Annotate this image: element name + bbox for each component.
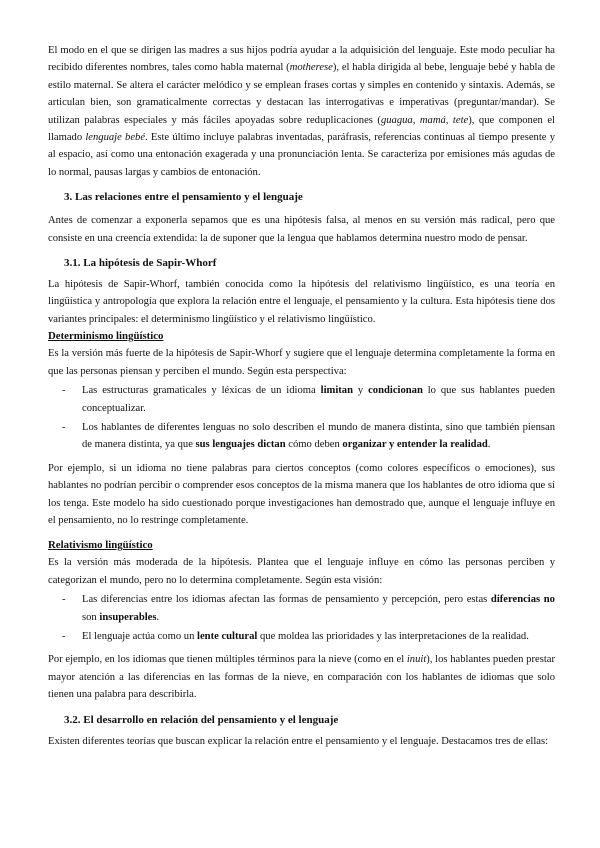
list-item: - Las estructuras gramaticales y léxicas de un idioma limitan y condicionan lo que sus hablantes pueden conceptualizar. — [48, 382, 555, 417]
list-item: - Las diferencias entre los idiomas afectan las formas de pensamiento y percepción, pero estas diferencias no son insuperables. — [48, 591, 555, 626]
paragraph-determinismo-example: Por ejemplo, si un idioma no tiene palabras para ciertos conceptos (como colores específicos o emociones), sus hablantes no podrían percibir o comprender esos conceptos de la misma manera que los hablantes de otro idioma que sí los tenga. Este modelo ha sido cuestionado porque investigaciones han demostrado que, aunque el lenguaje influye en el pensamiento, no lo restringe completamente. — [48, 462, 555, 526]
list-item: - El lenguaje actúa como un lente cultural que moldea las prioridades y las interpretaciones de la realidad. — [48, 628, 555, 645]
list-determinismo — [48, 382, 555, 454]
section-heading-3-2: 3.2. El desarrollo en relación del pensamiento y el lenguaje — [64, 713, 339, 726]
paragraph-sapir-whorf: La hipótesis de Sapir-Whorf, también conocida como la hipótesis del relativismo lingüístico, es una teoría en lingüística y antropología que explora la relación entre el lenguaje, el pensamiento y la cultura. Esta hipótesis tiene dos variantes principales: el determinismo lingüístico y el relativismo lingüístico. — [48, 279, 555, 325]
section-heading-3-1: 3.1. La hipótesis de Sapir-Whorf — [64, 257, 217, 270]
paragraph-theories: Existen diferentes teorías que buscan explicar la relación entre el pensamiento y el lenguaje. Destacamos tres de ellas: — [48, 735, 549, 747]
list-relativismo — [48, 591, 555, 645]
subheading-relativismo: Relativismo lingüístico — [48, 539, 153, 552]
paragraph-relativismo-intro: Es la versión más moderada de la hipótesis. Plantea que el lenguaje influye en cómo las personas perciben y categorizan el mundo, pero no lo determina completamente. Según esta visión: — [48, 557, 555, 586]
paragraph-relativismo-example: Por ejemplo, en los idiomas que tienen múltiples términos para la nieve (como en el inuit), los hablantes pueden prestar mayor atención a las diferencias en las formas de la nieve, en comparación con los hablantes de idiomas que solo tienen una palabra para describirla. — [48, 654, 555, 701]
section-heading-3: 3. Las relaciones entre el pensamiento y el lenguaje — [64, 191, 303, 204]
document-page — [48, 42, 555, 750]
paragraph-determinismo-intro: Es la versión más fuerte de la hipótesis de Sapir-Whorf y sugiere que el lenguaje determina completamente la forma en que las personas piensan y perciben el mundo. Según esta perspectiva: — [48, 348, 555, 377]
list-item: - Los hablantes de diferentes lenguas no solo describen el mundo de manera distinta, sino que también piensan de manera distinta, ya que sus lenguajes dictan cómo deben organizar y entender la realidad. — [48, 419, 555, 454]
subheading-determinismo: Determinismo lingüístico — [48, 330, 164, 343]
paragraph-motherese: El modo en el que se dirigen las madres a sus hijos podría ayudar a la adquisición del lenguaje. Este modo peculiar ha recibido diferentes nombres, tales como habla maternal (motherese), el habla dirigida al bebe, lenguaje bebé y habla de estilo maternal. Se altera el carácter melódico y se emplean frases cortas y simples en contenido y sintaxis. Además, se articulan bien, son gramaticalmente correctas y destacan las interrogativas e imperativas (preguntar/mandar). Se utilizan palabras especiales y más fáciles apoyadas sobre reduplicaciones (guagua, mamá, tete), que componen el llamado lenguaje bebé. Este último incluye palabras inventadas, paráfrasis, referencias continuas al tiempo presente y al espacio, así como una entonación exagerada y una pronunciación lenta. Se caracteriza por emisiones más agudas de lo normal, pausas largas y cambios de entonación. — [48, 45, 556, 178]
paragraph-intro-hypothesis: Antes de comenzar a exponerla sepamos que es una hipótesis falsa, al menos en su versión más radical, pero que consiste en una creencia extendida: la de suponer que la lengua que hablamos determina nuestro modo de pensar. — [48, 215, 555, 244]
